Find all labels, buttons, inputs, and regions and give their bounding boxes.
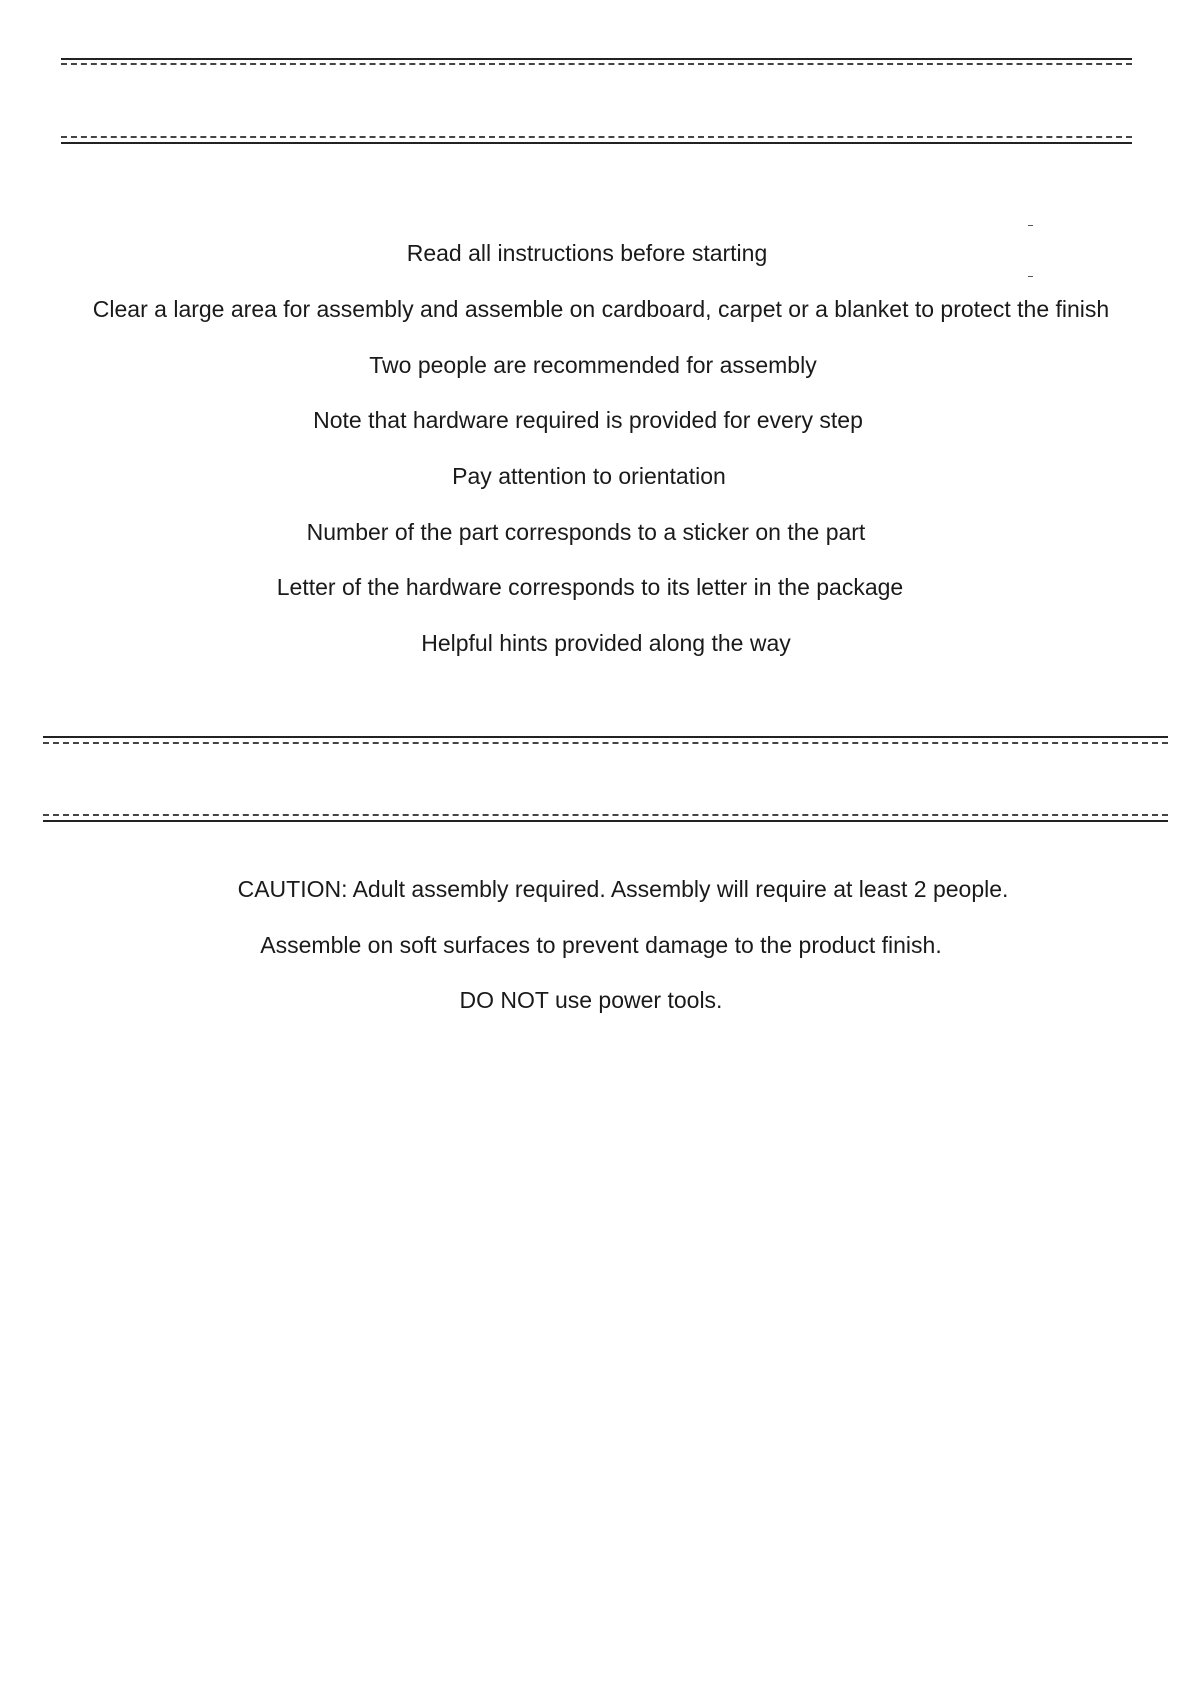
top-band-rule-4 [61,142,1132,144]
instruction-line: Two people are recommended for assembly [369,352,817,378]
instruction-line: Pay attention to orientation [452,463,726,489]
caution-line: DO NOT use power tools. [459,987,723,1013]
top-band-rule-2 [61,63,1132,65]
caution-band-rule-4 [43,820,1168,822]
instruction-line: Note that hardware required is provided for every step [313,407,863,433]
top-band-rule-1 [61,58,1132,60]
instruction-line: Clear a large area for assembly and assemble on cardboard, carpet or a blanket to protect the finish [92,296,1110,322]
tick-mark [1028,276,1033,277]
instruction-line: Helpful hints provided along the way [421,630,791,656]
caution-line: Assemble on soft surfaces to prevent damage to the product finish. [260,932,942,958]
caution-line: CAUTION: Adult assembly required. Assembly will require at least 2 people. [237,876,1009,902]
caution-band-rule-1 [43,736,1168,738]
tick-mark [1028,225,1033,226]
caution-band-rule-2 [43,742,1168,744]
instruction-line: Letter of the hardware corresponds to its letter in the package [276,574,904,600]
caution-band-rule-3 [43,814,1168,816]
top-band-rule-3 [61,136,1132,138]
instruction-line: Read all instructions before starting [406,240,768,266]
instruction-line: Number of the part corresponds to a sticker on the part [306,519,866,545]
